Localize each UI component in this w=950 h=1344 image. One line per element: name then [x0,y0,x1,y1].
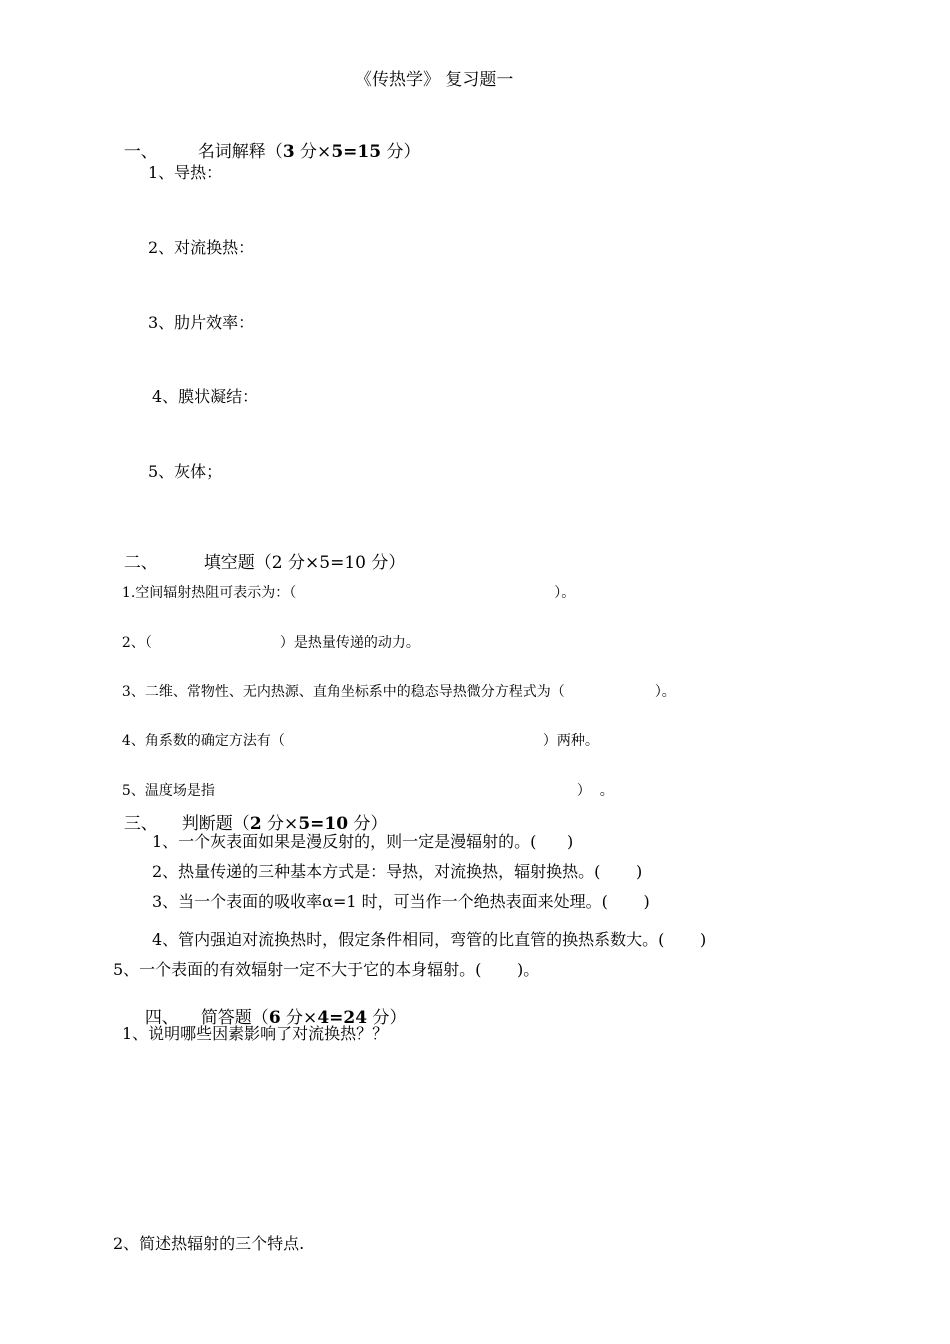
section-3-label: 判断题（2 分×5=10 分） [181,814,388,834]
term-item: 4、膜状凝结： [152,387,259,406]
true-false-item: 3、当一个表面的吸收率α=1 时，可当作一个绝热表面来处理。( ) [152,892,650,911]
short-answer-item: 1、说明哪些因素影响了对流换热？？ [122,1024,389,1043]
fill-blank-item: 3、二维、常物性、无内热源、直角坐标系中的稳态导热微分方程式为（ ）。 [121,684,676,700]
section-4-number: 四、 [144,1008,179,1028]
fill-blank-item: 1.空间辐射热阻可表示为：（ ）。 [121,585,576,601]
short-answer-item: 2、简述热辐射的三个特点. [113,1234,305,1253]
section-3-number: 三、 [123,814,158,834]
section-2-number: 二、 [123,553,158,573]
fill-blank-item: 4、角系数的确定方法有（ ）两种。 [121,733,599,749]
section-1-number: 一、 [123,142,158,162]
fill-blank-item: 5、温度场是指 ） 。 [121,783,614,799]
true-false-item: 4、管内强迫对流换热时，假定条件相同，弯管的比直管的换热系数大。( ) [152,930,707,949]
section-1-label: 名词解释（3 分×5=15 分） [197,142,421,162]
section-1-heading [113,127,420,161]
term-item: 5、灰体； [148,462,223,481]
section-4-label: 简答题（6 分×4=24 分） [200,1008,407,1028]
section-2-heading [113,538,405,572]
true-false-item: 1、一个灰表面如果是漫反射的，则一定是漫辐射的。( ) [152,832,574,851]
fill-blank-item: 2、（ ）是热量传递的动力。 [121,635,420,651]
term-item: 2、对流换热： [148,238,255,257]
page-title: 《传热学》 复习题一 [355,70,514,90]
term-item: 3、肋片效率： [148,313,255,332]
section-3-heading [113,799,387,833]
term-item: 1、导热： [148,163,223,182]
section-4-heading [134,993,406,1027]
true-false-item: 5、一个表面的有效辐射一定不大于它的本身辐射。( )。 [113,960,540,979]
true-false-item: 2、热量传递的三种基本方式是：导热，对流换热，辐射换热。( ) [152,862,643,881]
section-2-label: 填空题（2 分×5=10 分） [203,553,406,573]
